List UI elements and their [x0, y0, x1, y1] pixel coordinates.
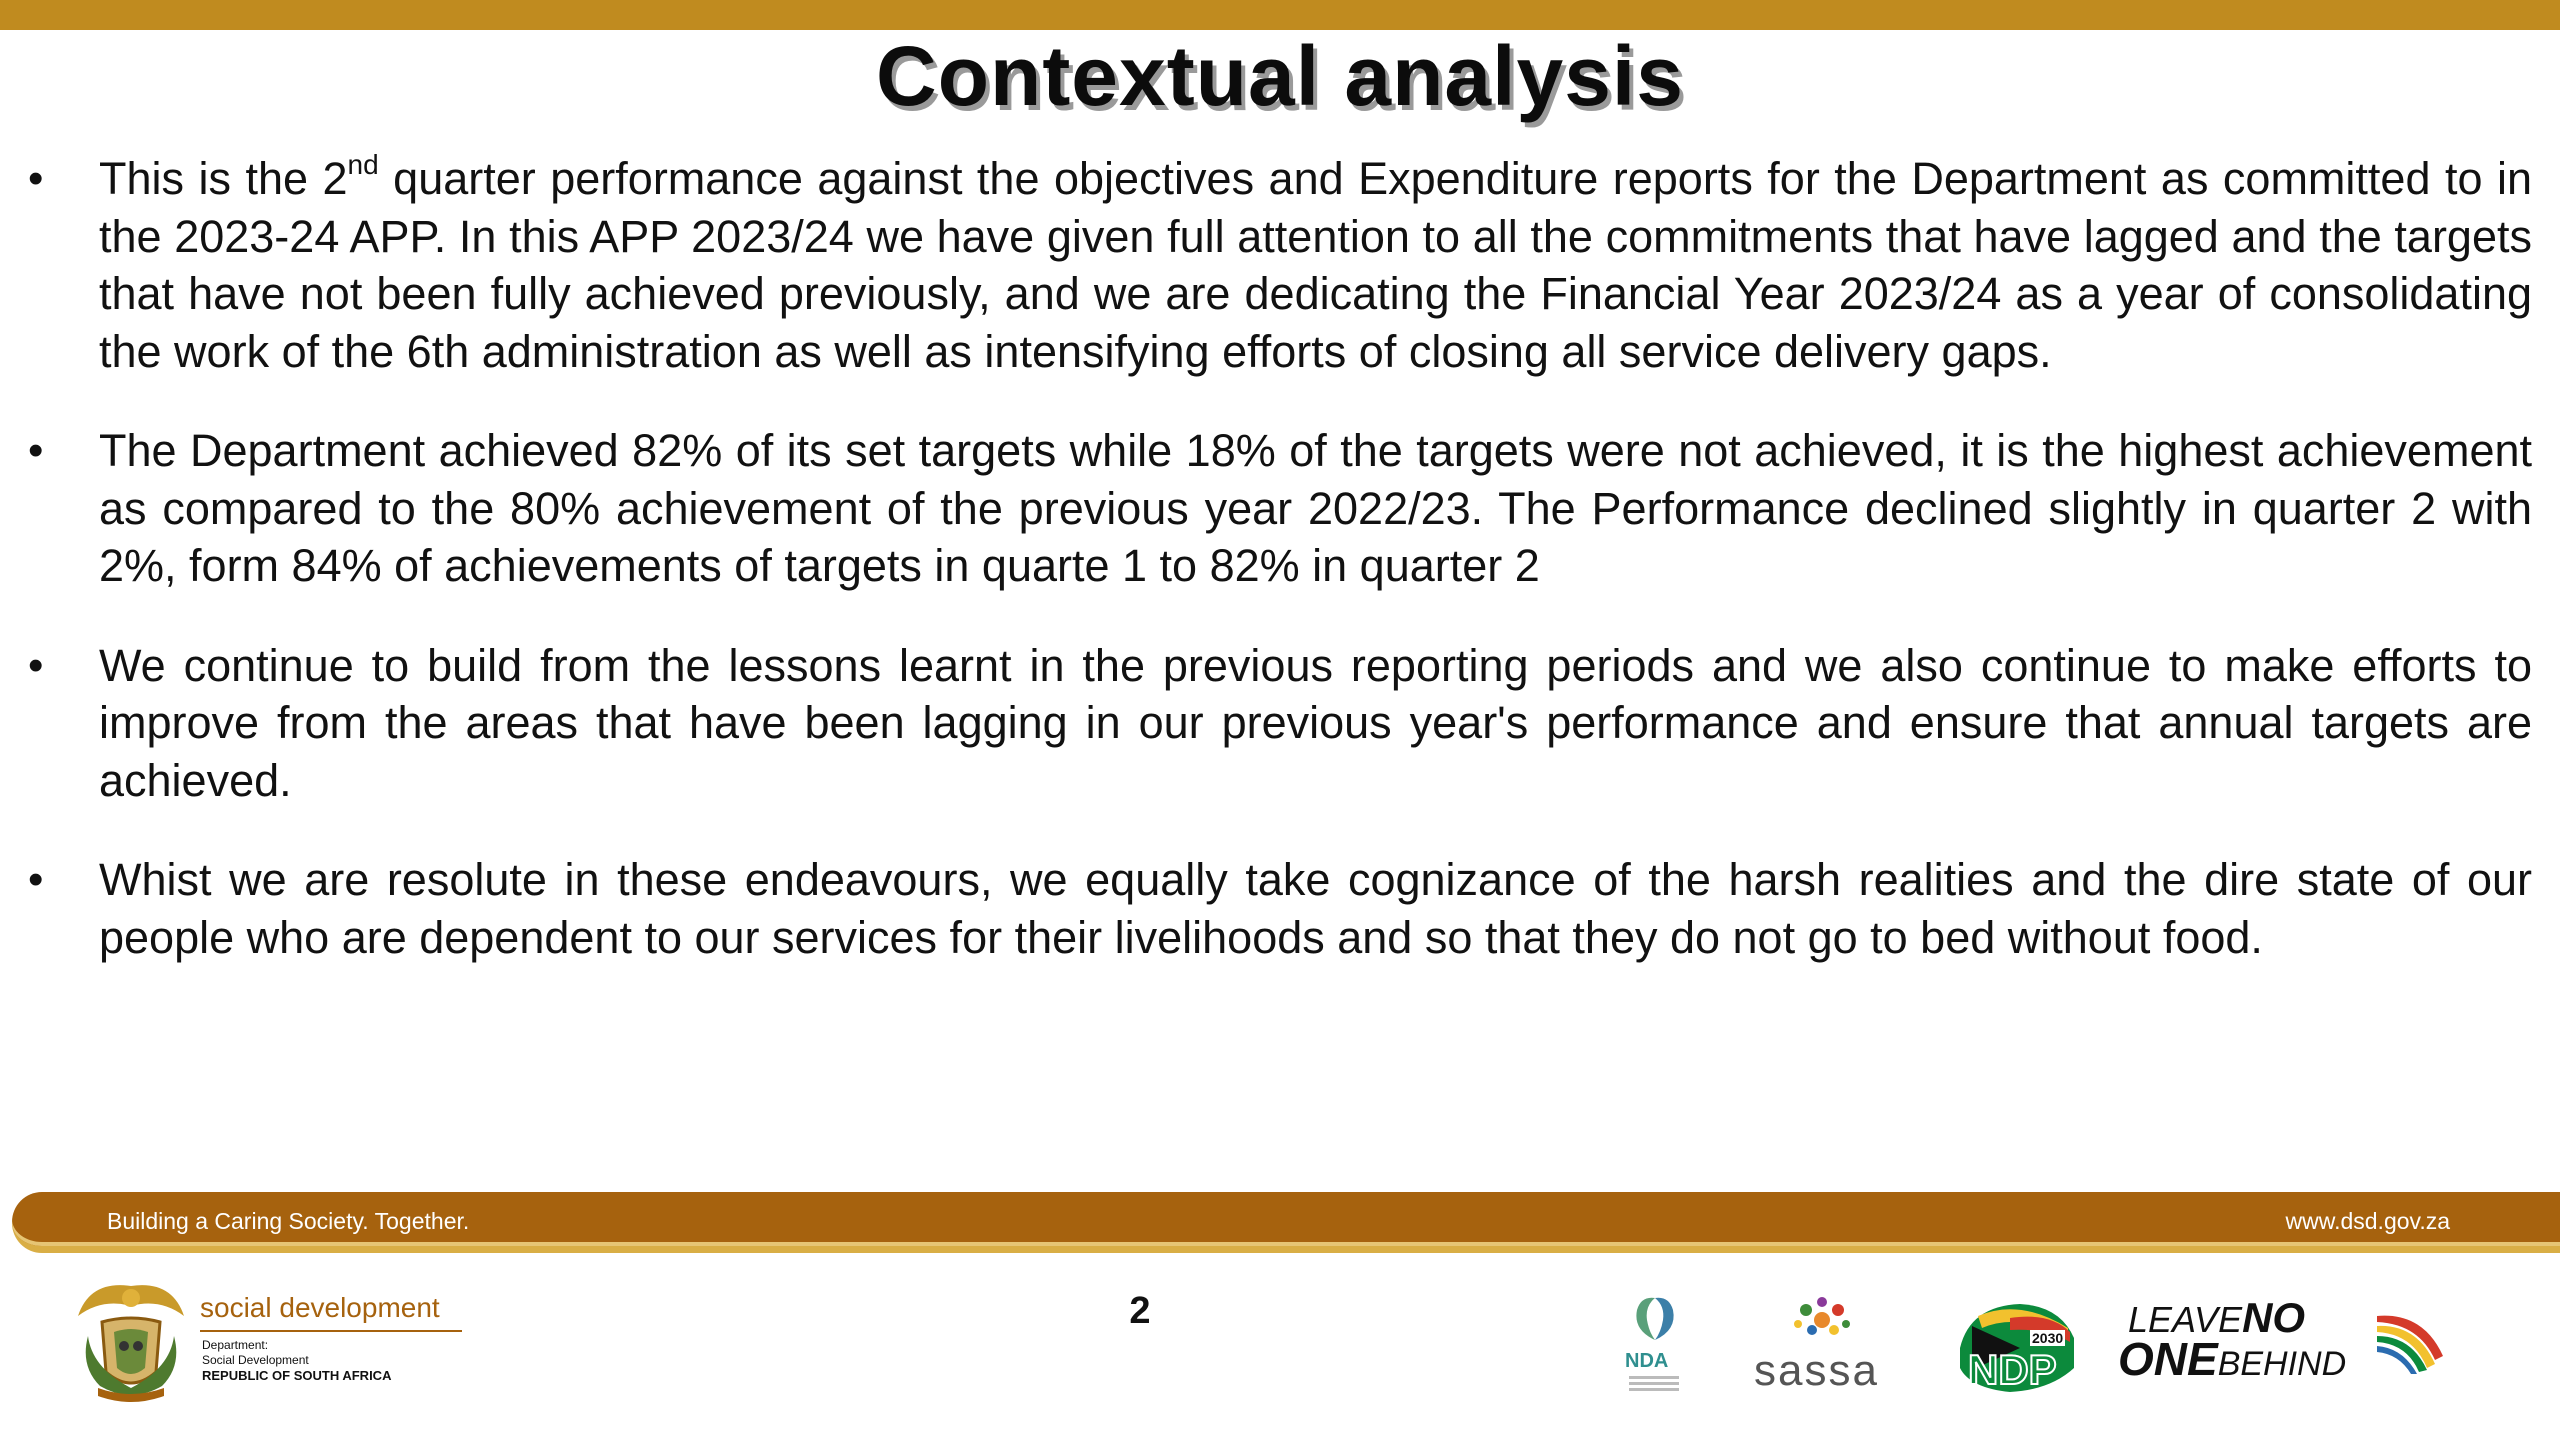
ndp-logo — [1950, 1298, 2080, 1398]
footer-tagline: Building a Caring Society. Together. — [107, 1208, 470, 1234]
bullet-text-part: quarter performance against the objectives and Expenditure reports for the Department as committed to in the 2023-24 APP. In this APP 2023/24 we have given full attention to all the commitments that have lagged and the targets that have not been fully achieved previously, and we are dedicating the Financial Year 2023/24 as a year of consolidating the work of the 6th administration as well as intensifying efforts of closing all service delivery gaps. — [99, 153, 2532, 377]
bullet-marker: • — [28, 154, 44, 203]
bullet-item — [0, 851, 2560, 966]
bullet-list — [0, 150, 2560, 1008]
dsd-line: REPUBLIC OF SOUTH AFRICA — [202, 1368, 392, 1383]
bullet-text: Whist we are resolute in these endeavours, we equally take cognizance of the harsh realities and the dire state of our people who are dependent to our services for their livelihoods and so that they do not go to bed without food. — [99, 854, 2532, 963]
nda-fineprint — [1629, 1376, 1679, 1379]
bullet-marker: • — [28, 426, 44, 475]
dsd-divider — [200, 1330, 462, 1332]
bullet-marker: • — [28, 640, 44, 690]
ndp-year: 2030 — [2032, 1330, 2064, 1346]
bullet-marker: • — [28, 855, 44, 904]
sassa-burst-icon — [1750, 1290, 1895, 1352]
slide-title: Contextual analysis — [876, 29, 1684, 123]
bullet-item — [0, 422, 2560, 595]
dsd-line: Department: — [202, 1338, 269, 1352]
dsd-subtitle — [202, 1338, 391, 1383]
nda-text: NDA — [1625, 1350, 1669, 1372]
page-number: 2 — [1129, 1290, 1151, 1332]
bullet-text: We continue to build from the lessons learnt in the previous reporting periods and we also continue to make efforts to improve from the areas that have been lagging in our previous year's performance and ensure that annual targets are achieved. — [99, 639, 2532, 806]
dsd-name: social development — [200, 1292, 440, 1323]
lnob-behind: BEHIND — [2217, 1345, 2347, 1383]
lnob-line-2 — [2118, 1334, 2346, 1389]
bullet-text-part: This is the 2 — [99, 153, 348, 204]
sassa-logo — [1750, 1290, 1895, 1400]
nda-swirl-icon — [1615, 1290, 1695, 1350]
footer-url: www.dsd.gov.za — [2285, 1208, 2450, 1234]
lnob-one: ONE — [2118, 1333, 2218, 1385]
lnob-swoosh-icon — [2373, 1308, 2453, 1378]
nda-logo — [1615, 1290, 1695, 1400]
dsd-line: Social Development — [202, 1353, 309, 1367]
bullet-item — [0, 150, 2560, 380]
dsd-logo — [70, 1272, 490, 1412]
ordinal-superscript: nd — [347, 149, 379, 180]
coat-of-arms-icon — [70, 1276, 192, 1406]
bullet-text: The Department achieved 82% of its set targets while 18% of the targets were not achieved, it is the highest achievement as compared to the 80% achievement of the previous year 2022/23. The Performance declined slightly in quarter 2 with 2%, form 84% of achievements of targets in quarte 1 to 82% in quarter 2 — [99, 425, 2532, 591]
lnob-no: NO — [2242, 1294, 2306, 1341]
bullet-item — [0, 637, 2560, 810]
leave-no-one-behind-logo — [2118, 1294, 2453, 1388]
ndp-text: NDP — [1968, 1346, 2057, 1393]
sassa-text: sassa — [1754, 1346, 1879, 1395]
lnob-leave: LEAVE — [2128, 1299, 2243, 1340]
bullet-text — [99, 150, 2532, 380]
top-accent-band — [0, 0, 2560, 30]
